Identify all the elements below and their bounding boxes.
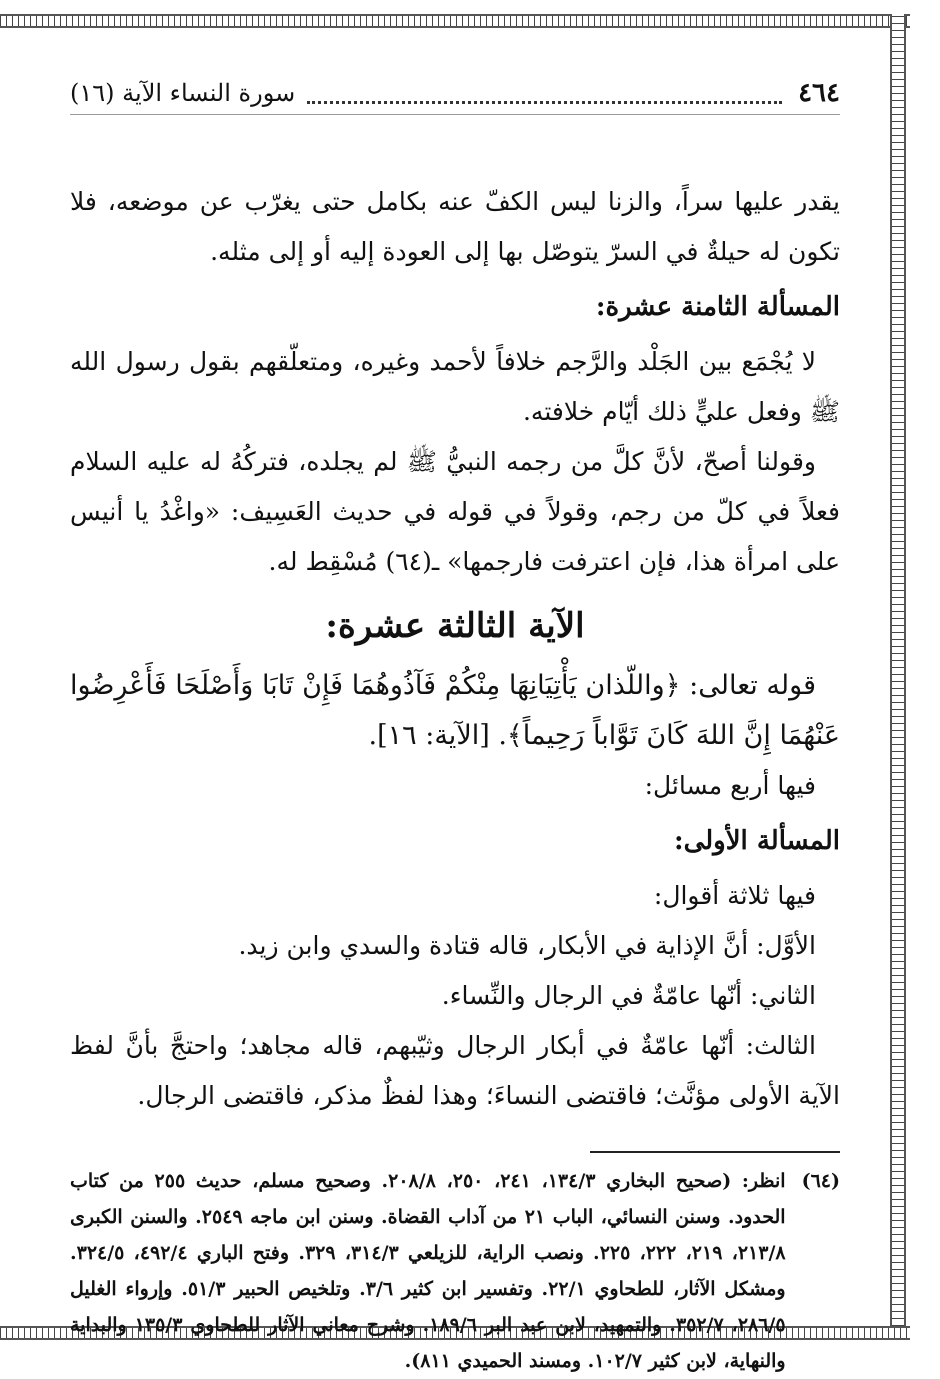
- issue-heading-eighteenth: المسألة الثامنة عشرة:: [595, 292, 840, 322]
- footnote-number: (٦٤): [801, 1170, 840, 1192]
- paragraph-jald-rajm: لا يُجْمَع بين الجَلْد والرَّجم خلافاً لأحمد وغيره، ومتعلّقهم بقول رسول الله ﷺ وفعل عليٍّ ذلك أيّام خلافته.: [70, 347, 840, 426]
- paragraph-verse-quote: قوله تعالى: ﴿واللّذان يَأْتِيَانِهَا مِنْكُمْ فَآذُوهُمَا فَإِنْ تَابَا وَأَصْلَحَا فَأَعْرِضُوا عَنْهُمَا إِنَّ اللهَ كَانَ تَوَّاباً رَحِيماً﴾. [الآية: ١٦].: [70, 670, 840, 751]
- header-dot-leader: [307, 83, 782, 104]
- paragraph-view-three: الثالث: أنّها عامّةٌ في أبكار الرجال وثيّبهم، قاله مجاهد؛ واحتجَّ بأنَّ لفظ الآية الأولى مؤنَّث؛ فاقتضى النساءَ؛ وهذا لفظٌ مذكر، فاقتضى الرجال.: [70, 1031, 840, 1110]
- paragraph-our-view: وقولنا أصحّ، لأنَّ كلَّ من رجمه النبيُّ ﷺ لم يجلده، فتركُهُ له عليه السلام فعلاً في كلّ من رجم، وقولاً في قوله في حديث العَسِيف: «واغْدُ يا أنيس على امرأة هذا، فإن اعترفت فارجمها» ـ(٦٤) مُسْقِط له.: [70, 447, 840, 576]
- page-content: [70, 72, 840, 1379]
- ornamental-border-top: [0, 14, 910, 28]
- ornamental-border-right: [890, 14, 906, 1340]
- footnote-separator: [590, 1151, 840, 1153]
- paragraph-view-one: الأوَّل: أنَّ الإذاية في الأبكار، قاله قتادة والسدي وابن زيد.: [238, 931, 816, 960]
- footnote: [70, 1163, 840, 1379]
- paragraph-three-views: فيها ثلاثة أقوال:: [653, 881, 816, 910]
- main-text: [70, 177, 840, 1121]
- page-number: ٤٦٤: [798, 78, 840, 108]
- paragraph-four-issues: فيها أربع مسائل:: [644, 771, 816, 800]
- section-heading-verse: الآية الثالثة عشرة:: [325, 606, 585, 646]
- page-header: [70, 72, 840, 115]
- running-title: سورة النساء الآية (١٦): [70, 79, 296, 107]
- paragraph-continuation: يقدر عليها سراً، والزنا ليس الكفّ عنه بكامل حتى يغرّب عن موضعه، فلا تكون له حيلةٌ في السرّ يتوصّل بها إلى العودة إليه أو إلى مثله.: [70, 187, 840, 266]
- footnote-text: انظر: (صحيح البخاري ١٣٤/٣، ٢٤١، ٢٥٠، ٢٠٨/٨. وصحيح مسلم، حديث ٢٥٥ من كتاب الحدود. وسنن النسائي، الباب ٢١ من آداب القضاة. وسنن ابن ماجه ٢٥٤٩. والسنن الكبرى ٢١٣/٨، ٢١٩، ٢٢٢، ٢٢٥. ونصب الراية، للزيلعي ٣١٤/٣، ٣٢٩. وفتح الباري ٤٩٢/٤، ٣٢٤/٥. ومشكل الآثار، للطحاوي ٢٢/١. وتفسير ابن كثير ٣/٦. وتلخيص الحبير ٥١/٣. وإرواء الغليل ٢٨٦/٥، ٣٥٢/٧. والتمهيد، لابن عبد البر ١٨٩/٦. وشرح معاني الآثار للطحاوي ١٣٥/٣ والبداية والنهاية، لابن كثير ١٠٢/٧. ومسند الحميدي ٨١١).: [70, 1170, 786, 1372]
- issue-heading-first: المسألة الأولى:: [673, 826, 840, 856]
- paragraph-view-two: الثاني: أنّها عامّةٌ في الرجال والنِّساء.: [441, 981, 816, 1010]
